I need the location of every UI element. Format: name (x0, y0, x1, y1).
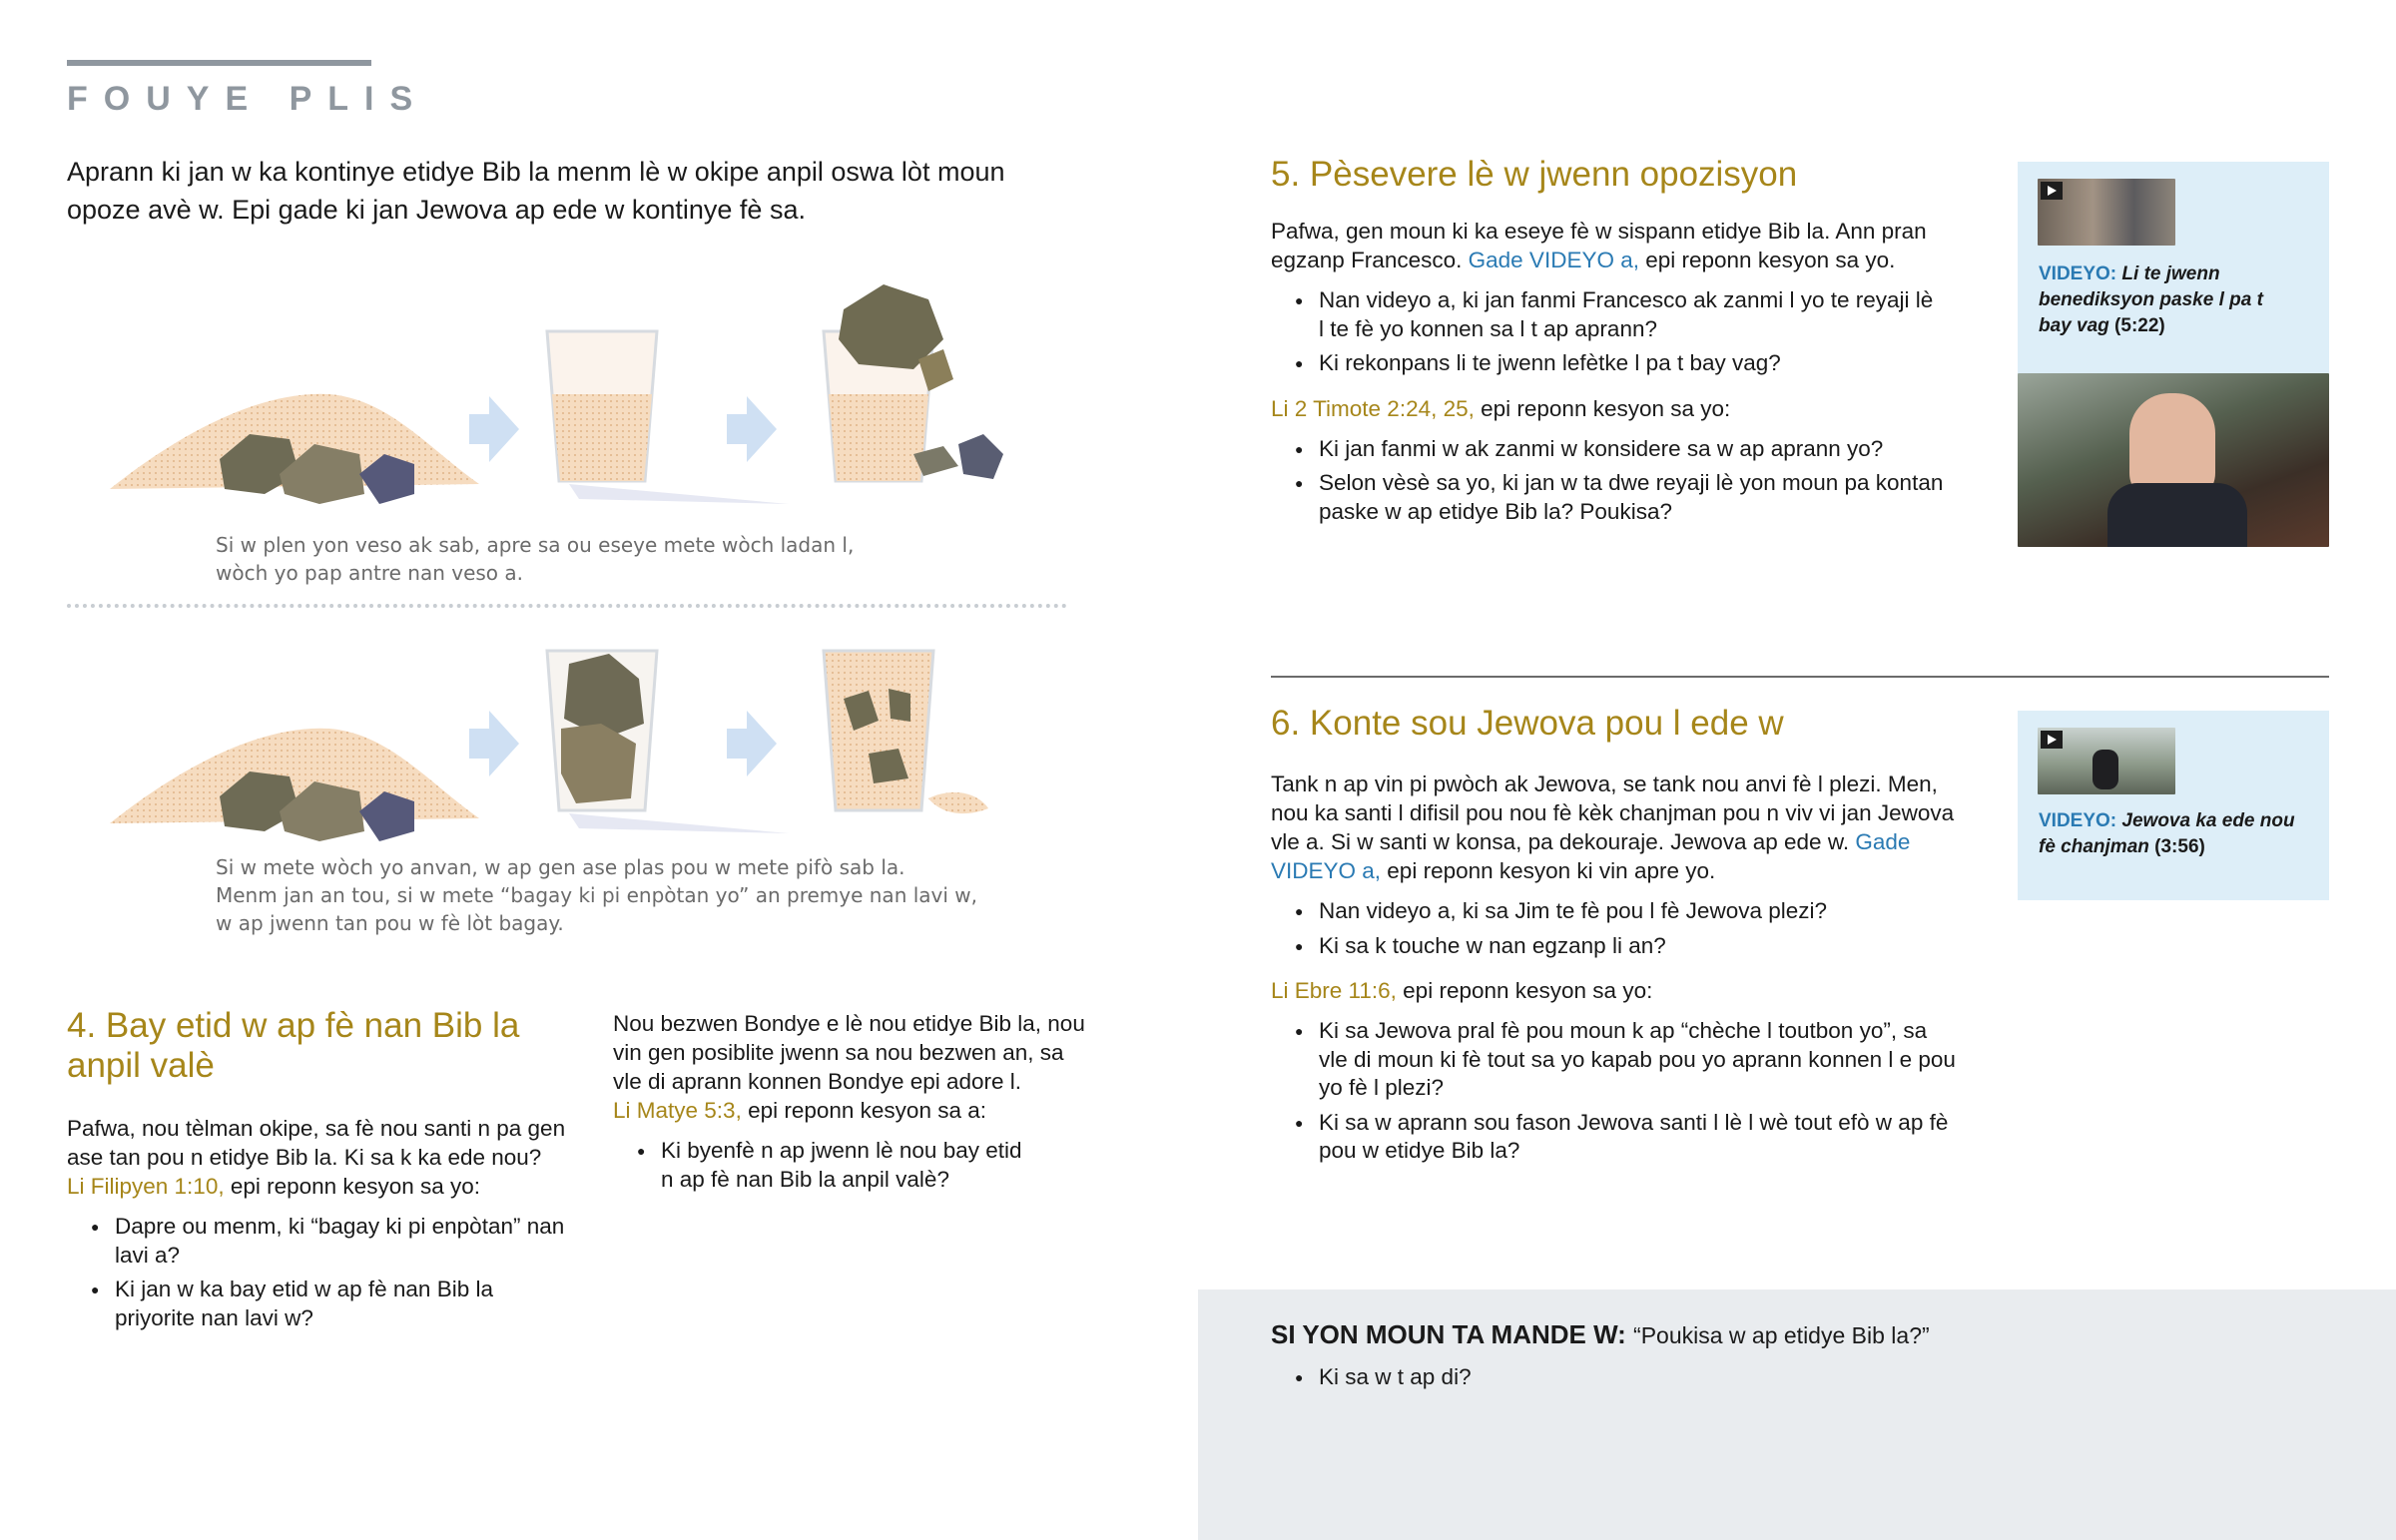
section-4-questions-2 (613, 1137, 1092, 1194)
video-card-6[interactable] (2018, 711, 2329, 900)
arrow-icon (469, 711, 519, 776)
video-card-5[interactable] (2018, 162, 2329, 547)
scripture-ref[interactable]: Li Filipyen 1:10, (67, 1174, 225, 1199)
ask-panel (1198, 1289, 2396, 1540)
list-item: ● Ki sa k touche w nan egzanp li an? (1271, 932, 1970, 961)
ask-question: “Poukisa w ap etidye Bib la?” (1633, 1322, 1930, 1348)
motorcyclist (2093, 750, 2118, 789)
arrow-icon (727, 711, 777, 776)
section-title-bar (67, 60, 371, 66)
section-divider (1271, 676, 2329, 678)
play-icon (2041, 731, 2063, 749)
section-6-ref-line: Li Ebre 11:6, epi reponn kesyon sa yo: (1271, 978, 1653, 1003)
section-6-para: Tank n ap vin pi pwòch ak Jewova, se tank nou anvi fè l plezi. Men, nou ka santi l difisil pou nou fè kèk chanjman pou n viv vi jan Jewova vle a. Si w santi w konsa, pa dekouraje. Jewova ap ede w. Gade VIDEYO a, epi reponn kesyon ki vin apre yo. (1271, 771, 1955, 883)
caption-1: Si w plen yon veso ak sab, apre sa ou eseye mete wòch ladan l, wòch yo pap antre nan veso a. (216, 533, 855, 585)
person-jacket (2107, 483, 2247, 547)
list-item: ● Nan videyo a, ki jan fanmi Francesco ak zanmi l yo te reyaji lè l te fè yo konnen sa l t ap aprann? (1271, 286, 1940, 343)
intro-text: Aprann ki jan w ka kontinye etidye Bib la menm lè w okipe anpil oswa lòt moun opoze avè w. Epi gade ki jan Jewova ap ede w kontinye fè sa. (67, 157, 1005, 225)
cup-sand (552, 394, 652, 481)
section-4-para: Pafwa, nou tèlman okipe, sa fè nou santi n pa gen ase tan pou n etidye Bib la. Ki sa k ka ede nou? Li Filipyen 1:10, epi reponn kesyon sa yo: (67, 1116, 566, 1199)
section-5-para: Pafwa, gen moun ki ka eseye fè w sispann etidye Bib la. Ann pran egzanp Francesco. Gade VIDEYO a, epi reponn kesyon sa yo. (1271, 219, 1927, 272)
list-item: ● Ki jan w ka bay etid w ap fè nan Bib la priyorite nan lavi w? (67, 1276, 566, 1332)
ask-line (1271, 1317, 2319, 1352)
list-item: ● Ki sa Jewova pral fè pou moun k ap “chèche l toutbon yo”, sa vle di moun ki fè tout sa yo kapab pou yo aprann konnen l e pou yo fè l plezi? (1271, 1017, 1960, 1103)
section-4-questions (67, 1213, 586, 1332)
section-5-questions-2 (1271, 435, 1970, 527)
sand-spill (928, 792, 988, 813)
rocks-first-illustration (100, 629, 1078, 843)
ask-questions (1271, 1363, 2070, 1398)
scripture-ref[interactable]: Li 2 Timote 2:24, 25, (1271, 395, 1475, 421)
list-item: ● Ki rekonpans li te jwenn lefètke l pa t bay vag? (1271, 349, 1940, 378)
list-item: ● Ki sa w t ap di? (1271, 1363, 2070, 1392)
list-item: ● Ki byenfè n ap jwenn lè nou bay etid n ap fè nan Bib la anpil valè? (613, 1137, 1032, 1194)
video-still-image (2018, 373, 2329, 547)
play-icon (2041, 182, 2063, 200)
list-item: ● Ki sa w aprann sou fason Jewova santi l lè l wè tout efò w ap fè pou w etidye Bib la? (1271, 1109, 1960, 1166)
section-5-questions (1271, 286, 1970, 378)
scripture-ref[interactable]: Li Matye 5:3, (613, 1098, 742, 1123)
list-item: ● Nan videyo a, ki sa Jim te fè pou l fè Jewova plezi? (1271, 897, 1970, 926)
rock-in-sand (889, 689, 910, 722)
cup-filled (824, 651, 933, 810)
section-4-para-2: Nou bezwen Bondye e lè nou etidye Bib la, nou vin gen posiblite jwenn sa nou bezwen an, sa vle di aprann konnen Bondye epi adore l. Li Matye 5:3, epi reponn kesyon sa a: (613, 1011, 1085, 1123)
rock-outside (958, 434, 1003, 479)
section-title: FOUYE PLIS (67, 80, 429, 118)
video-caption: VIDEYO: Jewova ka ede nou fè chanjman (3:56) (2039, 810, 2295, 857)
section-4-heading: 4. Bay etid w ap fè nan Bib la anpil valè (67, 1006, 520, 1085)
cup-sand (829, 394, 928, 481)
section-4-continued (613, 1009, 1092, 1200)
list-item: ● Ki jan fanmi w ak zanmi w konsidere sa w ap aprann yo? (1271, 435, 1970, 464)
video-link[interactable]: Gade VIDEYO a, (1271, 829, 1911, 883)
section-6-questions (1271, 897, 1970, 960)
list-item: ● Dapre ou menm, ki “bagay ki pi enpòtan” nan lavi a? (67, 1213, 566, 1270)
section-6-questions-2 (1271, 1017, 1970, 1166)
video-caption: VIDEYO: Li te jwenn benediksyon paske l pa t bay vag (5:22) (2039, 263, 2263, 336)
scripture-ref[interactable]: Li Ebre 11:6, (1271, 978, 1397, 1003)
section-5 (1271, 155, 1970, 532)
ask-label: SI YON MOUN TA MANDE W: (1271, 1319, 1626, 1349)
caption-2: Si w mete wòch yo anvan, w ap gen ase plas pou w mete pifò sab la. Menm jan an tou, si w mete “bagay ki pi enpòtan yo” an premye nan lavi w, w ap jwenn tan pou w fè lòt bagay. (216, 855, 977, 935)
section-6-heading: 6. Konte sou Jewova pou l ede w (1271, 704, 1784, 743)
arrow-icon (469, 396, 519, 462)
section-5-heading: 5. Pèsevere lè w jwenn opozisyon (1271, 155, 1798, 194)
video-thumbnail[interactable] (2038, 179, 2175, 246)
cup-shadow (569, 484, 789, 504)
sand-first-illustration (100, 279, 1078, 519)
section-5-ref-line: Li 2 Timote 2:24, 25, epi reponn kesyon sa yo: (1271, 395, 1731, 421)
section-4 (67, 1006, 586, 1338)
section-6 (1271, 704, 1970, 1172)
cup-shadow (569, 813, 789, 833)
arrow-icon (727, 396, 777, 462)
video-thumbnail[interactable] (2038, 728, 2175, 794)
dotted-divider (67, 604, 1067, 608)
list-item: ● Selon vèsè sa yo, ki jan w ta dwe reyaji lè yon moun pa kontan paske w ap etidye Bib la? Poukisa? (1271, 469, 1970, 526)
video-link[interactable]: Gade VIDEYO a, (1468, 248, 1639, 272)
